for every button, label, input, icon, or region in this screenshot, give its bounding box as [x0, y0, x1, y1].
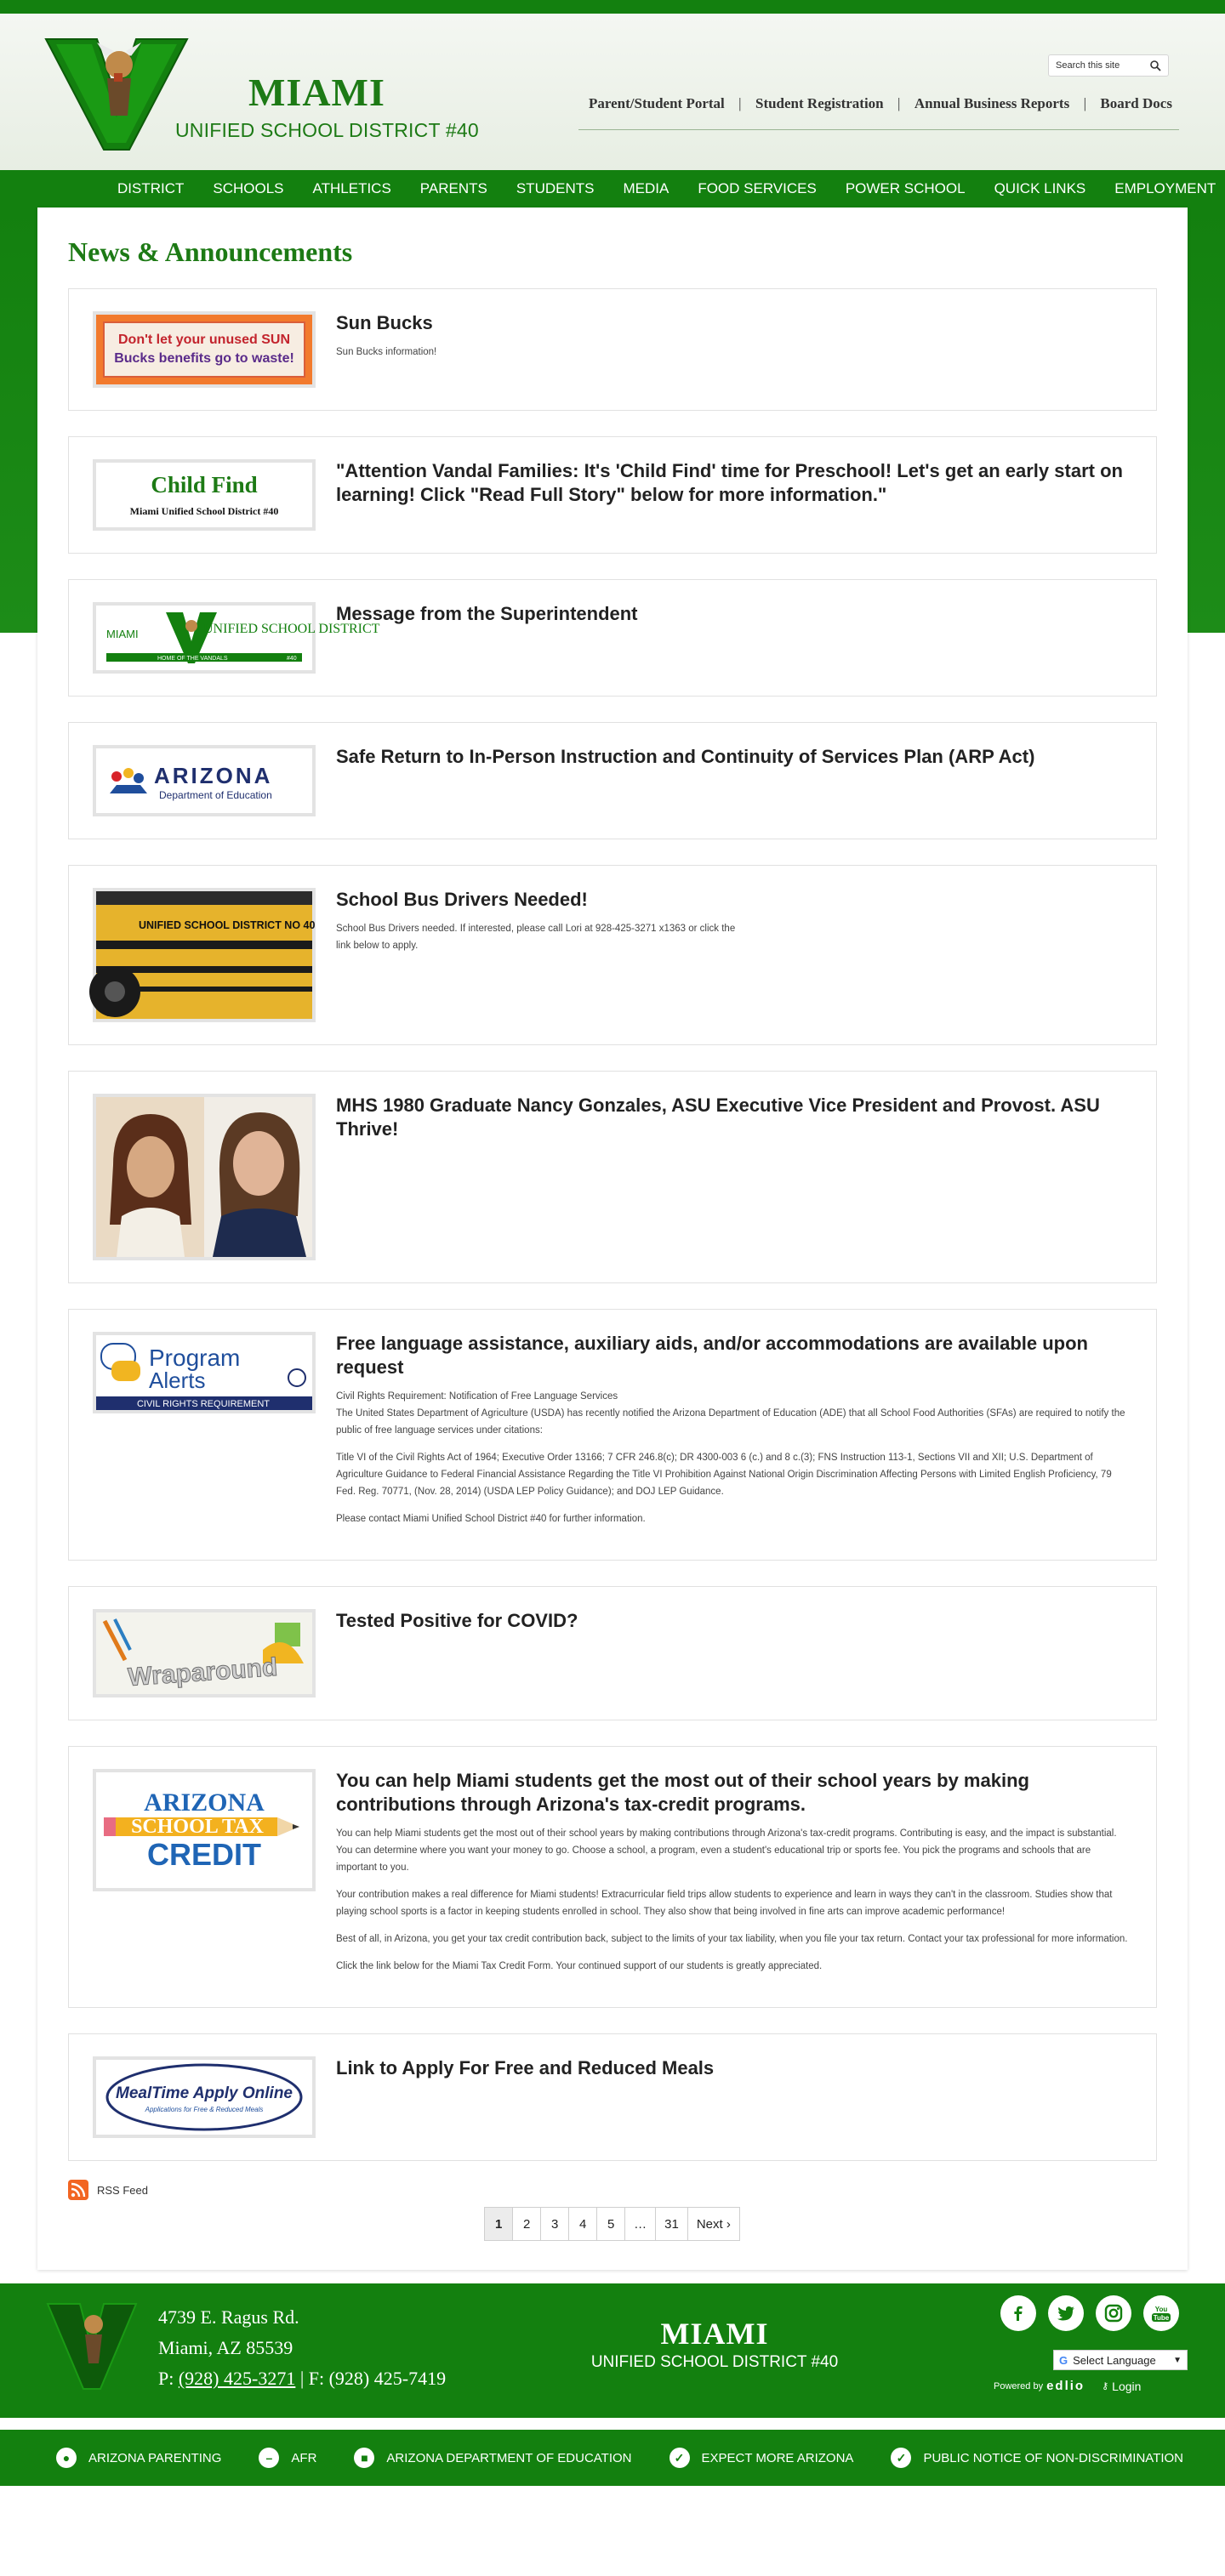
- thumb-text: UNIFIED SCHOOL DISTRICT NO 40: [139, 919, 316, 931]
- news-thumbnail[interactable]: [93, 1769, 316, 1891]
- footer-brand: [510, 2316, 919, 2372]
- footer-vandal-logo[interactable]: [48, 2304, 136, 2389]
- news-item: [68, 722, 1157, 839]
- quick-link-separator: |: [1083, 95, 1086, 111]
- news-title[interactable]: Tested Positive for COVID?: [336, 1610, 578, 1631]
- quick-link-registration[interactable]: Student Registration: [755, 95, 884, 111]
- top-stripe: [0, 0, 1225, 14]
- footer-gap: [0, 2418, 1225, 2430]
- social-links: [1000, 2295, 1179, 2331]
- footer-address: [158, 2302, 446, 2394]
- thumb-text: MIAMI: [106, 628, 139, 640]
- quick-links: [589, 95, 1172, 112]
- school-bus-image: [96, 891, 316, 1019]
- news-item: [68, 1309, 1157, 1561]
- nav-food-services[interactable]: FOOD SERVICES: [698, 180, 817, 196]
- edlio-link[interactable]: edlio: [1046, 2379, 1085, 2393]
- news-item: [68, 579, 1157, 697]
- contact-line: [158, 2363, 446, 2394]
- news-summary: Your contribution makes a real difference for Miami students! Extracurricular field trips allow students to experience and learn in ways they can't in the classroom. Studies show that playing school sports is a factor in keeping students enrolled in school. They also show that being involved in fine arts can improve academic performance!: [336, 1890, 1113, 1917]
- nav-athletics[interactable]: ATHLETICS: [312, 180, 391, 196]
- news-item: [68, 1071, 1157, 1283]
- news-thumbnail[interactable]: [93, 1609, 316, 1697]
- thumb-text: MealTime Apply Online: [116, 2084, 293, 2102]
- brand-name[interactable]: MIAMI: [248, 71, 385, 114]
- mealtime-logo-image: [102, 2061, 306, 2134]
- search-icon[interactable]: [1149, 60, 1161, 71]
- quick-link-separator: |: [897, 95, 901, 111]
- thumb-text: Department of Education: [159, 789, 272, 801]
- vandal-logo[interactable]: [46, 39, 187, 150]
- page-5-button[interactable]: 5: [596, 2207, 625, 2241]
- language-select-label: Select Language: [1073, 2353, 1156, 2367]
- fax-number: | F: (928) 425-7419: [295, 2368, 447, 2389]
- thumb-text: #40: [287, 656, 297, 662]
- thumb-text: Don't let your unused SUN: [117, 333, 291, 347]
- thumb-text: UNIFIED SCHOOL DISTRICT: [203, 622, 380, 636]
- news-thumbnail[interactable]: [93, 888, 316, 1022]
- news-item: [68, 2033, 1157, 2161]
- news-summary: School Bus Drivers needed. If interested, please call Lori at 928-425-3271 x1363 or click the link below to apply.: [336, 924, 736, 951]
- thumb-text: Alerts: [149, 1368, 206, 1393]
- ade-logo-image: [98, 751, 311, 810]
- bottom-link-non-discrimination[interactable]: [891, 2448, 1183, 2468]
- nav-parents[interactable]: PARENTS: [419, 180, 487, 196]
- news-summary: Civil Rights Requirement: Notification of Free Language Services The United States Department of Agriculture (USDA) has recently notified the Arizona Department of Education (ADE) that all School Food Authorities (SFAs) are required to notify the public of free language services under citations:: [336, 1391, 1125, 1436]
- nav-media[interactable]: MEDIA: [623, 180, 669, 196]
- thumb-text: Program: [149, 1345, 241, 1371]
- thumb-text: Miami Unified School District #40: [129, 505, 279, 517]
- thumb-text: ARIZONA: [144, 1788, 265, 1817]
- news-thumbnail[interactable]: [93, 2056, 316, 2138]
- nav-schools[interactable]: SCHOOLS: [213, 180, 284, 196]
- nav-employment[interactable]: EMPLOYMENT: [1114, 180, 1216, 196]
- news-item: [68, 865, 1157, 1045]
- thumb-text: ARIZONA: [154, 763, 273, 788]
- news-thumbnail[interactable]: [93, 311, 316, 388]
- next-page-button[interactable]: Next ›: [687, 2207, 740, 2241]
- yearbook-photo: [96, 1097, 204, 1257]
- nav-quick-links[interactable]: QUICK LINKS: [994, 180, 1086, 196]
- news-title[interactable]: "Attention Vandal Families: It's 'Child Find' time for Preschool! Let's get an early start on learning! Click "Read Full Story" below for more information.": [336, 460, 1123, 505]
- news-card: [37, 208, 1188, 2270]
- news-title[interactable]: MHS 1980 Graduate Nancy Gonzales, ASU Executive Vice President and Provost. ASU Thrive!: [336, 1095, 1100, 1140]
- twitter-icon[interactable]: [1048, 2295, 1084, 2331]
- minus-circle-icon: –: [259, 2448, 279, 2468]
- phone-prefix: P:: [158, 2368, 179, 2389]
- check-icon: ✓: [891, 2448, 911, 2468]
- phone-link[interactable]: (928) 425-3271: [178, 2368, 296, 2389]
- page-ellipsis: …: [624, 2207, 656, 2241]
- thumb-text: Child Find: [151, 472, 258, 498]
- page-1-button[interactable]: 1: [484, 2207, 513, 2241]
- bottom-link-expect-more[interactable]: [669, 2448, 854, 2468]
- news-title[interactable]: School Bus Drivers Needed!: [336, 889, 588, 910]
- news-summary: Best of all, in Arizona, you get your tax credit contribution back, subject to the limits of your tax liability, when you file your tax return. Contact your tax professional for more information.: [336, 1934, 1128, 1944]
- news-thumbnail[interactable]: [93, 602, 380, 674]
- language-select[interactable]: [1053, 2350, 1188, 2370]
- content-area: [0, 208, 1225, 2283]
- powered-by-label: Powered by: [994, 2380, 1044, 2391]
- quick-links-divider: [578, 129, 1179, 130]
- pencil-graphic: [104, 1814, 305, 1840]
- news-summary: Please contact Miami Unified School District #40 for further information.: [336, 1514, 646, 1524]
- news-summary: Sun Bucks information!: [336, 347, 437, 357]
- news-title[interactable]: Sun Bucks: [336, 312, 433, 333]
- quick-link-separator: |: [738, 95, 742, 111]
- wraparound-image: [96, 1612, 312, 1694]
- portrait-photo: [204, 1097, 312, 1257]
- bottom-link-afr[interactable]: [259, 2448, 316, 2468]
- main-nav: [0, 170, 1225, 208]
- thumb-text: CIVIL RIGHTS REQUIREMENT: [136, 1399, 271, 1409]
- bottom-link-label: PUBLIC NOTICE OF NON-DISCRIMINATION: [923, 2450, 1184, 2465]
- page-3-button[interactable]: 3: [540, 2207, 569, 2241]
- bottom-link-label: ARIZONA DEPARTMENT OF EDUCATION: [386, 2450, 632, 2465]
- news-summary: Title VI of the Civil Rights Act of 1964; Executive Order 13166; 7 CFR 246.8(c); DR 4300-003 6 (c.) and 8 c.(3); FNS Instruction 113-1, Sections VII and XII; U.S. Department of Agriculture Guidance to Federal Financial Assistance Regarding the Title VI Prohibition Against National Origin Discrimination Affecting Persons with Limited English Proficiency, 79 Fed. Reg. 70771, (Nov. 28, 2014) (USDA LEP Policy Guidance); and DOJ LEP Guidance.: [336, 1453, 1112, 1497]
- quick-link-business-reports[interactable]: Annual Business Reports: [914, 95, 1070, 111]
- powered-by: [994, 2379, 1141, 2393]
- svg-text:Tube: Tube: [1153, 2314, 1170, 2322]
- news-title[interactable]: Safe Return to In-Person Instruction and Continuity of Services Plan (ARP Act): [336, 746, 1035, 767]
- news-item: [68, 1746, 1157, 2008]
- site-footer: [0, 2283, 1225, 2418]
- news-item: [68, 1586, 1157, 1720]
- news-title[interactable]: Link to Apply For Free and Reduced Meals: [336, 2057, 715, 2078]
- thumb-text: Wraparound: [127, 1652, 279, 1692]
- program-alerts-image: [96, 1335, 312, 1410]
- check-icon: ✓: [669, 2448, 690, 2468]
- news-thumbnail[interactable]: [93, 745, 316, 816]
- bottom-link-label: EXPECT MORE ARIZONA: [701, 2450, 854, 2465]
- building-icon: ■: [354, 2448, 374, 2468]
- news-title[interactable]: Free language assistance, auxiliary aids, and/or accommodations are available upon request: [336, 1333, 1088, 1378]
- rss-label: RSS Feed: [97, 2183, 148, 2197]
- news-thumbnail[interactable]: [93, 459, 316, 531]
- site-header: [0, 14, 1225, 170]
- thumb-text: CREDIT: [147, 1837, 261, 1872]
- quick-link-board-docs[interactable]: Board Docs: [1100, 95, 1172, 111]
- bottom-link-arizona-parenting[interactable]: [56, 2448, 221, 2468]
- thumb-text: Bucks benefits go to waste!: [114, 351, 294, 366]
- news-summary: Click the link below for the Miami Tax Credit Form. Your continued support of our students is greatly appreciated.: [336, 1961, 823, 1971]
- footer-brand-name: MIAMI: [660, 2317, 769, 2351]
- search-input[interactable]: [1048, 54, 1169, 77]
- nav-power-school[interactable]: POWER SCHOOL: [845, 180, 966, 196]
- news-thumbnail[interactable]: [93, 1094, 316, 1260]
- bottom-link-label: ARIZONA PARENTING: [88, 2450, 222, 2465]
- page-title: News & Announcements: [68, 236, 353, 267]
- youtube-icon[interactable]: [1143, 2295, 1179, 2331]
- nav-students[interactable]: STUDENTS: [516, 180, 595, 196]
- key-icon: ⚷: [1102, 2381, 1109, 2391]
- district-logo-image: [98, 607, 380, 668]
- footer-brand-subtitle: UNIFIED SCHOOL DISTRICT #40: [590, 2353, 839, 2371]
- chevron-down-icon: ▼: [1173, 2355, 1182, 2365]
- thumb-text: Applications for Free & Reduced Meals: [145, 2106, 264, 2113]
- svg-text:You: You: [1154, 2306, 1168, 2313]
- news-item: [68, 436, 1157, 554]
- news-title[interactable]: Message from the Superintendent: [336, 603, 638, 624]
- page-31-button[interactable]: 31: [655, 2207, 688, 2241]
- search-placeholder: Search this site: [1056, 60, 1120, 71]
- address-city: Miami, AZ 85539: [158, 2337, 293, 2358]
- nav-district[interactable]: DISTRICT: [117, 180, 185, 196]
- rss-feed-link[interactable]: [68, 2180, 1157, 2200]
- parent-icon: ●: [56, 2448, 77, 2468]
- google-translate-icon: G: [1059, 2353, 1068, 2367]
- news-title[interactable]: You can help Miami students get the most out of their school years by making contributions through Arizona's tax-credit programs.: [336, 1770, 1029, 1815]
- news-thumbnail[interactable]: [93, 1332, 316, 1413]
- rss-icon: [68, 2180, 88, 2200]
- bottom-link-label: AFR: [291, 2450, 317, 2465]
- page-4-button[interactable]: 4: [568, 2207, 597, 2241]
- brand-subtitle[interactable]: UNIFIED SCHOOL DISTRICT #40: [175, 119, 479, 141]
- bottom-links-bar: [0, 2430, 1225, 2486]
- bottom-link-ade[interactable]: [354, 2448, 631, 2468]
- instagram-icon[interactable]: [1096, 2295, 1131, 2331]
- thumb-text: SCHOOL TAX: [131, 1816, 264, 1838]
- address-street: 4739 E. Ragus Rd.: [158, 2306, 299, 2328]
- news-item: [68, 288, 1157, 411]
- facebook-icon[interactable]: [1000, 2295, 1036, 2331]
- page-2-button[interactable]: 2: [512, 2207, 541, 2241]
- login-link[interactable]: Login: [1112, 2379, 1142, 2393]
- quick-link-parent-portal[interactable]: Parent/Student Portal: [589, 95, 725, 111]
- news-summary: You can help Miami students get the most out of their school years by making contributions through Arizona's tax-credit programs. Contributing is easy, and the impact is substantial. You can determine where you want your money to go. Choose a school, a program, even a student's educational trip or sports fee. You pick the programs and schools that are important to you.: [336, 1828, 1117, 1873]
- thumb-text: HOME OF THE VANDALS: [157, 656, 228, 662]
- pagination: [68, 2207, 1157, 2241]
